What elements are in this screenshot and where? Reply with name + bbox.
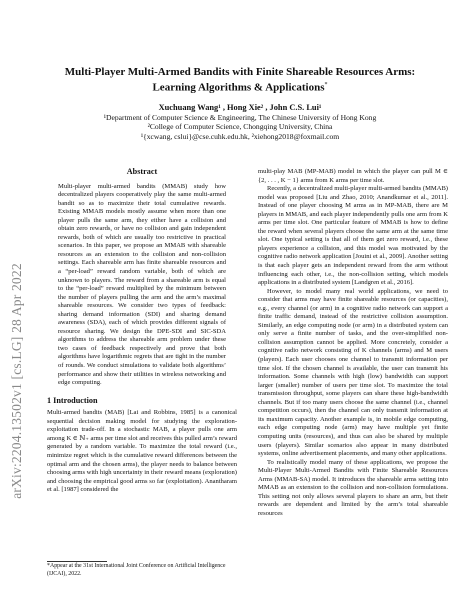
- affiliation-cuhk: ¹Department of Computer Science & Engineering, The Chinese University of Hong Kong: [103, 112, 377, 122]
- footnote: *Appear at the 31st International Joint Conference on Artificial Intelligence (IJCAI), 2022.: [47, 563, 226, 577]
- intro-paragraph: Multi-armed bandits (MAB) [Lai and Robbins, 1985] is a canonical sequential decision making model for studying the exploration-exploitation trade-off. In a stochastic MAB, a player pulls one arm among K ∈ ℕ₊ arms per time slot and receives this pulled arm’s reward generated by a random variable. To maximize the total reward (i.e., minimize regret which is the cumulative reward differences between the optimal arm and the chosen arms), the player needs to balance between choosing arms with high uncertainty in their reward means (exploration) and choosing the empirical good arms so far (exploitation). Anantharam et al. [1987] considered the: [47, 409, 237, 494]
- right-paragraph-1: multi-play MAB (MP-MAB) model in which the player can pull M ∈ {2, . . . , K − 1} arms from K arms per time slot.: [258, 168, 448, 184]
- title-line-2-text: Learning Algorithms & Applications: [152, 81, 325, 94]
- right-paragraph-3: However, to model many real world applications, we need to consider that arms may have finite shareable resources (or capacities), e.g., every channel (or arm) in a cognitive radio network can support a finite traffic demand, instead of the restrictive collision assumption. Similarly, an edge computing node (or arm) in a distributed system can only serve a finite number of tasks, and the over-simplified non-collision assumption cannot be applied. More concretely, consider a cognitive radio network consisting of K channels (arms) and M users (players). Each user chooses one channel to transmit information per time slot. If the chosen channel is available, the user can transmit his information. Some channels with high (low) bandwidth can support larger (smaller) number of users per time slot. To maximize the total transmission throughput, some players can share these high-bandwidth channels. But if too many users choose the same channel (i.e., channel competition occurs), then the channel can only transmit information at its maximum capacity. Another example is, in mobile edge computing, each edge computing node (arm) may have multiple yet finite computing units (resources), and thus can also be shared by multiple users (players). Similar scenarios also appear in many distributed systems, online advertisement placements, and many other applications.: [258, 287, 448, 458]
- author-list: Xuchuang Wang¹ , Hong Xie² , John C.S. Lui¹: [158, 102, 322, 112]
- right-paragraph-4: To realistically model many of these applications, we propose the Multi-Player Multi-Armed Bandits with Finite Shareable Resources Arms (MMAB-SA) model. It introduces the shareable arms setting into MMAB as an extension to the collision and non-collision formulations. This setting not only allows several players to share an arm, but their rewards are dependent and limited by the arm’s total shareable resources: [258, 458, 448, 517]
- left-column: [47, 168, 237, 495]
- abstract-text: Multi-player multi-armed bandits (MMAB) study how decentralized players cooperatively play the same multi-armed bandit so as to maximize their total cumulative rewards. Existing MMAB models mostly assume when more than one player pulls the same arm, they either have a collision and obtain zero rewards, or have no collision and gain independent rewards, both of which are usually too restrictive in practical scenarios. In this paper, we propose an MMAB with shareable resources as an extension to the collision and non-collision settings. Each shareable arm has finite shareable resources and a “per-load” reward random variable, both of which are unknown to players. The reward from a shareable arm is equal to the “per-load” reward multiplied by the minimum between the number of players pulling the arm and the arm’s maximal shareable resources. We consider two types of feedback: sharing demand information (SDI) and sharing demand awareness (SDA), each of which provides different signals of resource sharing. We design the DPE-SDI and SIC-SDA algorithms to address the shareable arm problem under these two cases of feedback respectively and prove that both algorithms have logarithmic regrets that are tight in the number of rounds. We conduct simulations to validate both algorithms’ performance and show their utilities in wireless networking and edge computing.: [58, 182, 226, 387]
- title-line-2: [30, 79, 450, 95]
- right-column: [258, 168, 448, 518]
- title-line-1: Multi-Player Multi-Armed Bandits with Finite Shareable Resources Arms:: [64, 66, 416, 78]
- arxiv-id: arXiv:2204.13502v1 [cs.LG] 28 Apr 2022: [9, 263, 24, 499]
- title-footnote-mark: *: [324, 82, 328, 88]
- author-emails: ¹{xcwang, cslui}@cse.cuhk.edu.hk, ²xiehong2018@foxmail.com: [140, 131, 340, 141]
- arxiv-sidebar-stamp: [6, 185, 28, 577]
- affiliation-chongqing: ²College of Computer Science, Chongqing University, China: [147, 122, 333, 132]
- right-paragraph-2: Recently, a decentralized multi-player multi-armed bandits (MMAB) model was proposed [Liu and Zhao, 2010; Anandkumar et al., 2011]. Instead of one player choosing M arms as in MP-MAB, there are M players in MMAB, and each player independently pulls one arm from K arms per time slot. One particular feature of MMAB is how to define the reward when several players choose the same arm at the same time slot. One typical setting is that all of them get zero reward, i.e., these players experience a collision, and this model was motivated by the cognitive radio network application [Jouini et al., 2009]. Another setting is that each player gets an independent reward from the arm without influencing each other, i.e., the non-collision setting, which models applications in a distributed system [Landgren et al., 2016].: [258, 185, 448, 287]
- paper-header: [30, 66, 450, 141]
- abstract-heading: Abstract: [126, 167, 158, 176]
- affiliations: [30, 113, 450, 142]
- footnote-rule: [47, 561, 107, 562]
- section-heading-introduction: 1 Introduction: [47, 395, 98, 405]
- abstract-body: [47, 183, 237, 388]
- paper-title: [30, 66, 450, 95]
